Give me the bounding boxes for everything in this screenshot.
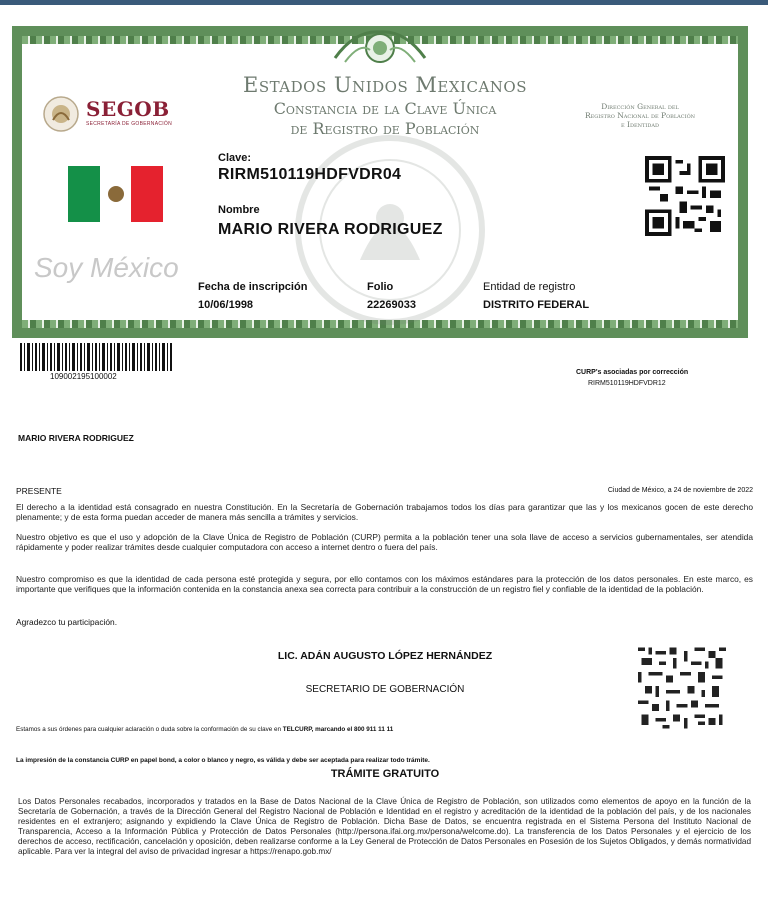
presente-label: PRESENTE [16,486,62,496]
folio-label: Folio [367,281,394,293]
clave-value: RIRM510119HDFVDR04 [218,166,402,183]
privacy-notice: Los Datos Personales recabados, incorporados y tratados en la Base de Datos Nacional de la Clave Única de Registro de Población, son utilizados como elementos de apoyo en la función de la Secretaría de Gobernación, a través de la Dirección General del Registro Nacional de Población e Identidad en el registro y acreditación de la identidad de la población del país, y de los nacionales residentes en el extranjero; asignando y expidiendo la Clave Única de Registro de Población. Dicha Base de Datos, se encuentra registrada en el Sistema Persona del Instituto Nacional de Transparencia, Acceso a la Información Pública y Protección de Datos Personales (http://persona.ifai.org.mx/persona/welcome.do). La transferencia de los Datos Personales y el ejercicio de los derechos de acceso, rectificación, cancelación y oposición, deben realizarse conforme a la Ley General de Protección de Datos Personales en Posesión de los Sujetos Obligados, y demás normatividad aplicable. Para ver la integral del aviso de privacidad ingresar a https://renapo.gob.mx/ [18,797,751,856]
contact-text: Estamos a sus órdenes para cualquier aclaración o duda sobre la conformación de su clave en [16,726,283,733]
clave-label: Clave: [218,152,252,164]
thanks-text: Agradezco tu participación. [16,617,118,627]
qr-code-small-icon [638,647,726,729]
paragraph-1: El derecho a la identidad está consagrado en nuestra Constitución. En la Secretaría de Gobernación trabajamos todos los días para garantizar que las y los mexicanos gocen de este derecho plenamente; y de esta forma puedan acceder de manera más sencilla a trámites y servicios. [16,502,753,522]
flag-emblem-icon [108,186,124,202]
title-constancia: Constancia de la Clave Única [273,99,497,118]
recipient-name: MARIO RIVERA RODRIGUEZ [18,433,134,443]
qr-code-icon [644,156,726,236]
title-country: Estados Unidos Mexicanos [243,73,527,97]
segob-subtitle: SECRETARÍA DE GOBERNACIÓN [86,121,173,127]
segob-logo-text: SEGOB [86,97,170,121]
flag-green [68,166,100,222]
direccion-line-2: Registro Nacional de Población [584,111,696,120]
entidad-label: Entidad de registro [483,281,576,293]
soy-mexico-watermark: Soy México [34,252,179,283]
paragraph-3: Nuestro compromiso es que la identidad de cada persona esté protegida y segura, por ello contamos con los máximos estándares para la protección de los datos personales. En este marco, es importante que verifiques que la información contenida en la constancia anexa sea correcta para contribuir a la construcción de un registro fiel y confiable de la identidad de la población. [16,574,753,594]
segob-emblem-icon [42,96,80,132]
fecha-label: Fecha de inscripción [198,281,308,293]
nombre-value: MARIO RIVERA RODRIGUEZ [218,221,443,238]
barcode-number: 109002195100002 [50,372,117,381]
curp-assoc-value: RIRM510119HDFVDR12 [588,380,666,387]
direccion-line-1: Dirección General del [601,102,679,111]
flag-red [131,166,163,222]
print-note: La impresión de la constancia CURP en papel bond, a color o blanco y negro, es válida y debe ser aceptada para realizar todo trámite. [16,757,430,764]
direccion-line-3: e Identidad [621,120,659,129]
signer-title: SECRETARIO DE GOBERNACIÓN [305,684,465,695]
curp-assoc-label: CURP's asociadas por corrección [576,369,689,376]
direccion-general [560,102,720,129]
contact-line [16,726,393,733]
place-date: Ciudad de México, a 24 de noviembre de 2022 [607,487,753,494]
entidad-value: DISTRITO FEDERAL [483,299,590,311]
fecha-value: 10/06/1998 [198,299,254,311]
top-border [0,0,768,5]
barcode-icon [20,343,172,371]
title-registro: de Registro de Población [290,119,480,138]
folio-value: 22269033 [367,299,416,311]
contact-phone: TELCURP, marcando el 800 911 11 11 [282,726,394,733]
national-seal-icon [330,28,430,66]
nombre-label: Nombre [218,204,260,216]
mexican-flag-icon [68,166,163,222]
paragraph-2: Nuestro objetivo es que el uso y adopción de la Clave Única de Registro de Población (CURP) permita a la población tener una sola llave de acceso a servicios gubernamentales, ser atendida rápidamente y poder realizar trámites desde cualquier computadora con acceso a internet dentro o fuera del país. [16,532,753,552]
signer-name: LIC. ADÁN AUGUSTO LÓPEZ HERNÁNDEZ [277,650,493,662]
tramite-gratuito: TRÁMITE GRATUITO [330,768,440,780]
